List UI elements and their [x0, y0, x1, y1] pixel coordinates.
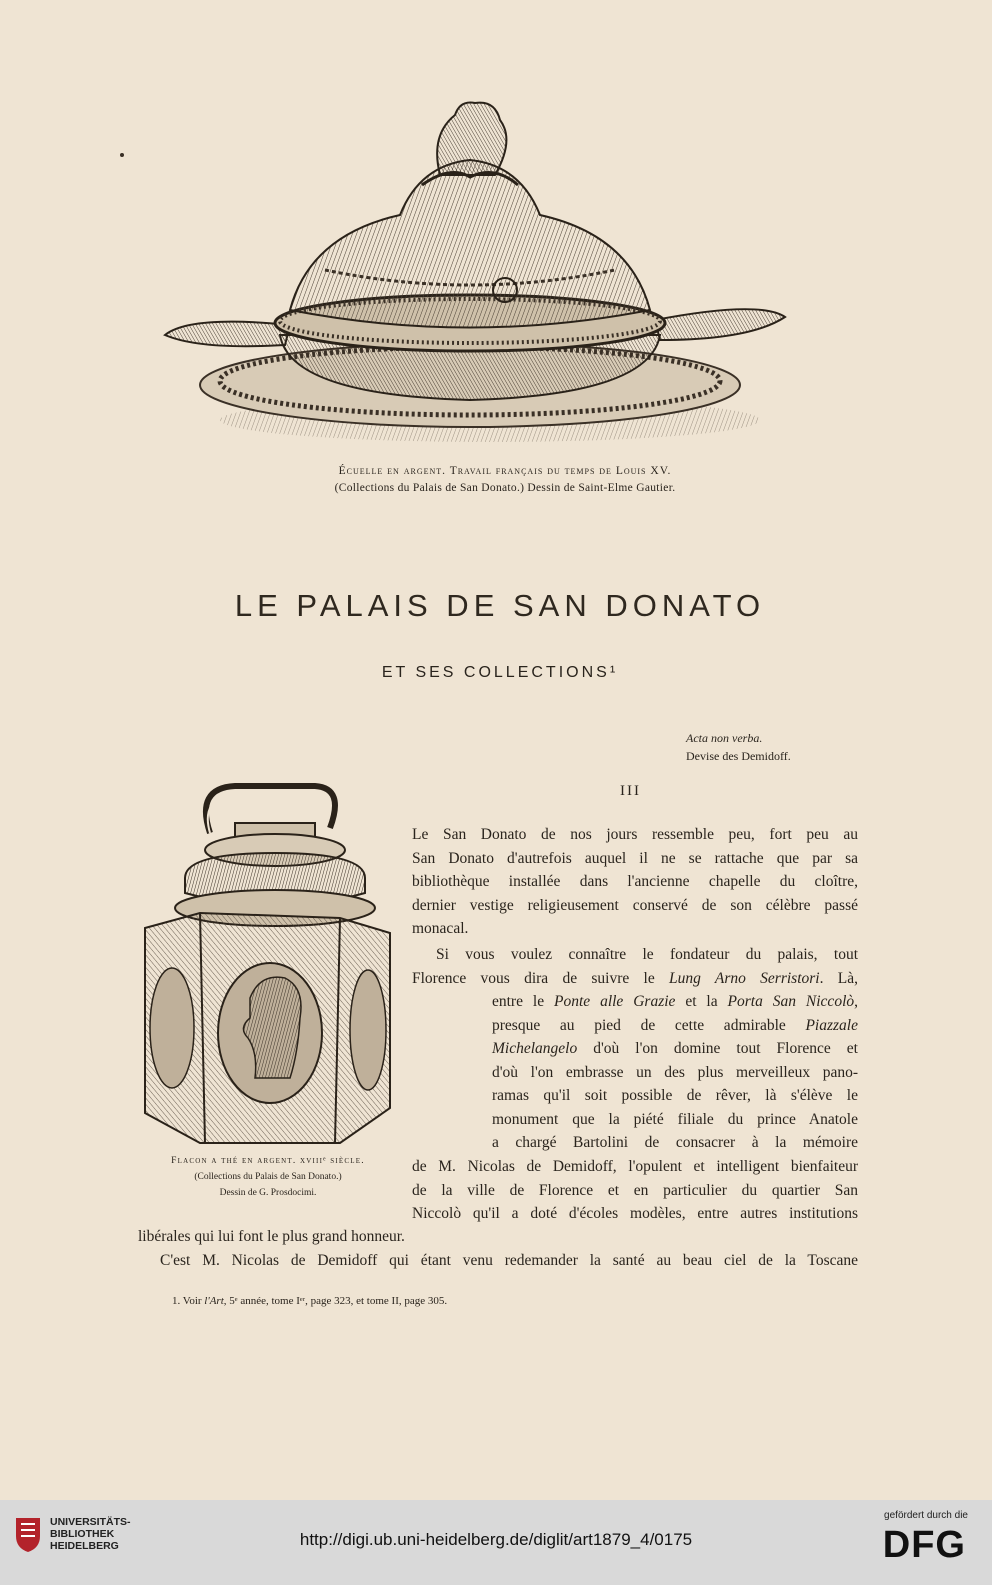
paragraph-2-top: [412, 943, 858, 990]
funding-note: gefördert durch die: [884, 1510, 968, 1521]
text-span: et la: [675, 993, 728, 1010]
place-name: Michelangelo: [492, 1040, 578, 1057]
text-span: presque au pied de cette admirable: [492, 1016, 806, 1034]
paragraph-2-wrap: [492, 990, 858, 1155]
text-line: [412, 967, 858, 991]
text-line: monument que la piété filiale du prince Anatole: [492, 1110, 858, 1128]
motto: [686, 729, 791, 765]
source-url-link[interactable]: http://digi.ub.uni-heidelberg.de/diglit/art1879_4/0175: [299, 1530, 693, 1549]
text-line: ramas qu'il soit possible de rêver, là s'élève le: [492, 1087, 858, 1104]
text-span: Florence vous dira de suivre le: [412, 969, 670, 987]
text-line: [492, 990, 858, 1014]
place-name: Lung Arno Serristori: [669, 969, 820, 987]
footnote-text: , 5ᵉ année, tome Iᵉʳ, page 323, et tome II, page 305.: [223, 1295, 448, 1307]
motto-attribution: Devise des Demidoff.: [686, 749, 791, 763]
text-line: de M. Nicolas de Demidoff, l'opulent et intelligent bienfaiteur: [412, 1158, 858, 1175]
footnote-journal: l'Art: [204, 1295, 224, 1307]
footnote: [172, 1295, 447, 1307]
text-line: de la ville de Florence et en particulier du quartier San: [412, 1181, 858, 1199]
ecuelle-engraving: [160, 95, 790, 455]
ink-speck: [120, 153, 124, 157]
article-title: LE PALAIS DE SAN DONATO: [234, 588, 766, 623]
text-line: [492, 1014, 858, 1038]
place-name: Porta San Niccolò: [727, 993, 855, 1010]
library-name-line: BIBLIOTHEK: [50, 1528, 115, 1540]
flask-caption-collection: (Collections du Palais de San Donato.): [194, 1172, 342, 1182]
text-line: Le San Donato de nos jours ressemble peu, fort peu au: [412, 826, 858, 843]
library-name-line: UNIVERSITÄTS-: [50, 1516, 131, 1528]
section-number: III: [620, 783, 641, 799]
ecuelle-caption-title: Écuelle en argent. Travail français du temps de Louis XV.: [338, 465, 672, 477]
flask-caption-credit: Dessin de G. Prosdocimi.: [219, 1188, 317, 1198]
text-line: San Donato d'autrefois auquel il ne se rattache que par sa: [412, 849, 858, 867]
text-line: a chargé Bartolini de consacrer à la mémoire: [492, 1134, 858, 1151]
article-subtitle: ET SES COLLECTIONS¹: [381, 664, 619, 681]
ecuelle-caption: [200, 463, 810, 497]
tea-flask-engraving: [140, 768, 405, 1153]
paragraph-1: [412, 823, 858, 941]
ecuelle-caption-credit: (Collections du Palais de San Donato.) Dessin de Saint-Elme Gautier.: [334, 482, 676, 494]
text-line: bibliothèque installée dans l'ancienne chapelle du cloître,: [412, 873, 858, 890]
text-line: Niccolò qu'il a doté d'écoles modèles, entre autres institutions: [412, 1205, 858, 1222]
motto-text: Acta non verba.: [686, 731, 763, 745]
dfg-logo: DFG: [882, 1524, 966, 1566]
text-line: libérales qui lui font le plus grand honneur.: [138, 1228, 405, 1245]
text-line: [492, 1037, 858, 1061]
flask-caption-title: Flacon a thé en argent. xviiiᵉ siècle.: [171, 1156, 365, 1166]
text-span: ,: [854, 993, 858, 1010]
paragraph-2-end: [138, 1225, 858, 1272]
paragraph-3: C'est M. Nicolas de Demidoff qui étant venu redemander la santé au beau ciel de la Toscane: [160, 1251, 858, 1269]
digitization-footer: [0, 1500, 992, 1585]
text-line: monacal.: [412, 920, 469, 937]
library-name-line: HEIDELBERG: [50, 1540, 119, 1552]
text-span: . Là,: [819, 969, 858, 987]
text-line: dernier vestige religieusement conservé de son célèbre passé: [412, 896, 858, 914]
place-name: Piazzale: [805, 1016, 858, 1034]
text-span: d'où l'on domine tout Florence et: [577, 1040, 858, 1057]
flask-caption: [148, 1153, 388, 1201]
place-name: Ponte alle Grazie: [554, 993, 676, 1010]
text-line: Si vous voulez connaître le fondateur du palais, tout: [436, 946, 858, 963]
paragraph-2-bottom: [412, 1155, 858, 1226]
text-span: entre le: [492, 993, 554, 1010]
text-line: d'où l'on embrasse un des plus merveilleux pano-: [492, 1063, 858, 1081]
footnote-text: 1. Voir: [172, 1295, 205, 1307]
